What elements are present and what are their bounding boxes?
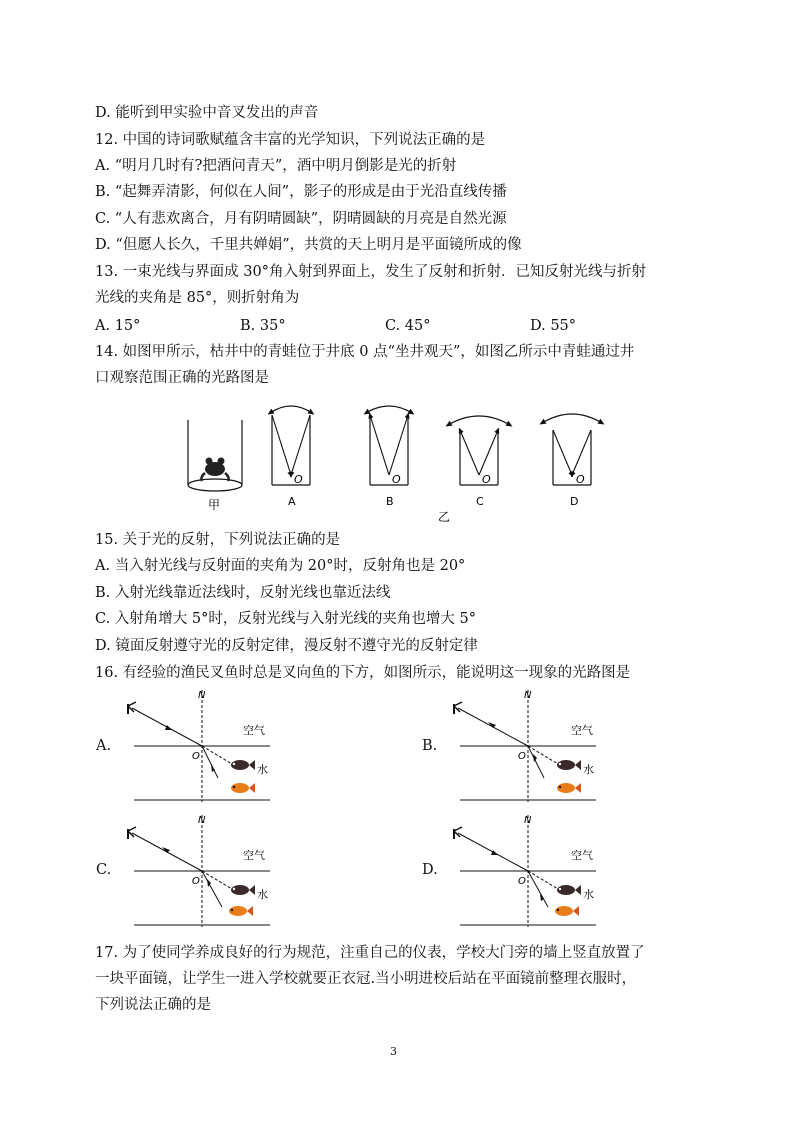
q16-option-c-label: C. [96,862,112,878]
q12-option-a: A. “明月几时有?把酒问青天”，酒中明月倒影是光的折射 [95,158,457,174]
fish-diagram-b [448,690,603,805]
water-label: 水 [583,888,594,901]
air-label: 空气 [243,849,265,862]
q14-stem-line1: 14. 如图甲所示，枯井中的青蛙位于井底 0 点“坐井观天”，如图乙所示中青蛙通过井 [95,344,635,360]
figure-jia-well [188,420,242,512]
fish-real-icon [229,906,253,916]
figure-a-point-label: O [294,473,303,486]
fish-real-icon [231,783,255,793]
figure-option-a [270,406,312,508]
normal-label: N [198,815,206,826]
air-label: 空气 [243,724,265,737]
q16-option-d-label: D. [422,862,438,878]
q17-line2: 一块平面镜，让学生一进入学校就要正衣冠.当小明进校后站在平面镜前整理衣服时， [95,971,637,987]
water-label: 水 [257,763,268,776]
q12-option-c: C. “人有悲欢离合，月有阴晴圆缺”，阴晴圆缺的月亮是自然光源 [95,211,507,227]
origin-label: O [192,876,200,887]
fish-diagram-a [122,690,277,805]
fish-image-icon [231,885,255,895]
figure-a-label: A [288,495,296,508]
q12-stem: 12. 中国的诗词歌赋蕴含丰富的光学知识，下列说法正确的是 [95,132,486,148]
figure-option-b [366,406,412,508]
frog-icon [201,458,228,482]
q17-line3: 下列说法正确的是 [95,997,211,1013]
fish-real-icon [555,906,579,916]
q15-option-a: A. 当入射光线与反射面的夹角为 20°时，反射角也是 20° [95,558,466,574]
q13-option-d: D. 55° [530,318,577,334]
q12-option-b: B. “起舞弄清影，何似在人间”，影子的形成是由于光沿直线传播 [95,184,507,200]
fish-diagram-d [448,815,603,930]
q13-stem-line1: 13. 一束光线与界面成 30°角入射到界面上，发生了反射和折射．已知反射光线与折射 [95,264,646,280]
q13-option-a: A. 15° [95,318,141,334]
q11-option-d: D. 能听到甲实验中音叉发出的声音 [95,105,319,121]
q16-stem: 16. 有经验的渔民叉鱼时总是叉向鱼的下方，如图所示，能说明这一现象的光路图是 [95,665,631,681]
q15-option-c: C. 入射角增大 5°时，反射光线与入射光线的夹角也增大 5° [95,611,476,627]
water-label: 水 [257,888,268,901]
q16-option-a-label: A. [96,738,112,754]
figure-d-label: D [570,495,579,508]
q13-option-b: B. 35° [240,318,286,334]
fish-image-icon [557,760,581,770]
water-label: 水 [583,763,594,776]
fish-image-icon [557,885,581,895]
origin-label: O [518,751,526,762]
q13-options [95,316,715,336]
q16-option-b-label: B. [422,738,438,754]
fish-image-icon [231,760,255,770]
figure-option-c [448,416,510,508]
normal-label: N [524,690,532,701]
figure-jia-label: 甲 [208,498,221,512]
q15-option-b: B. 入射光线靠近法线时，反射光线也靠近法线 [95,585,391,601]
figure-yi-label: 乙 [438,510,451,524]
fish-real-icon [557,783,581,793]
q17-line1: 17. 为了使同学养成良好的行为规范，注重自己的仪表，学校大门旁的墙上竖直放置了 [95,945,645,961]
q13-option-c: C. 45° [385,318,431,334]
q15-option-d: D. 镜面反射遵守光的反射定律，漫反射不遵守光的反射定律 [95,638,478,654]
air-label: 空气 [571,849,593,862]
q12-option-d: D. “但愿人长久，千里共婵娟”，共赏的天上明月是平面镜所成的像 [95,237,522,253]
q13-stem-line2: 光线的夹角是 85°，则折射角为 [95,290,300,306]
q15-stem: 15. 关于光的反射，下列说法正确的是 [95,532,341,548]
origin-label: O [192,751,200,762]
origin-label: O [518,876,526,887]
normal-label: N [524,815,532,826]
q14-stem-line2: 口观察范围正确的光路图是 [95,370,269,386]
fish-diagram-c [122,815,277,930]
figure-c-point-label: O [482,473,491,486]
figure-b-label: B [386,495,394,508]
normal-label: N [198,690,206,701]
figure-d-point-label: O [576,473,585,486]
figure-b-point-label: O [392,473,401,486]
well-frog-figure [180,405,620,525]
air-label: 空气 [571,724,593,737]
figure-option-d [542,414,602,508]
page-number: 3 [390,1045,397,1058]
figure-c-label: C [476,495,484,508]
